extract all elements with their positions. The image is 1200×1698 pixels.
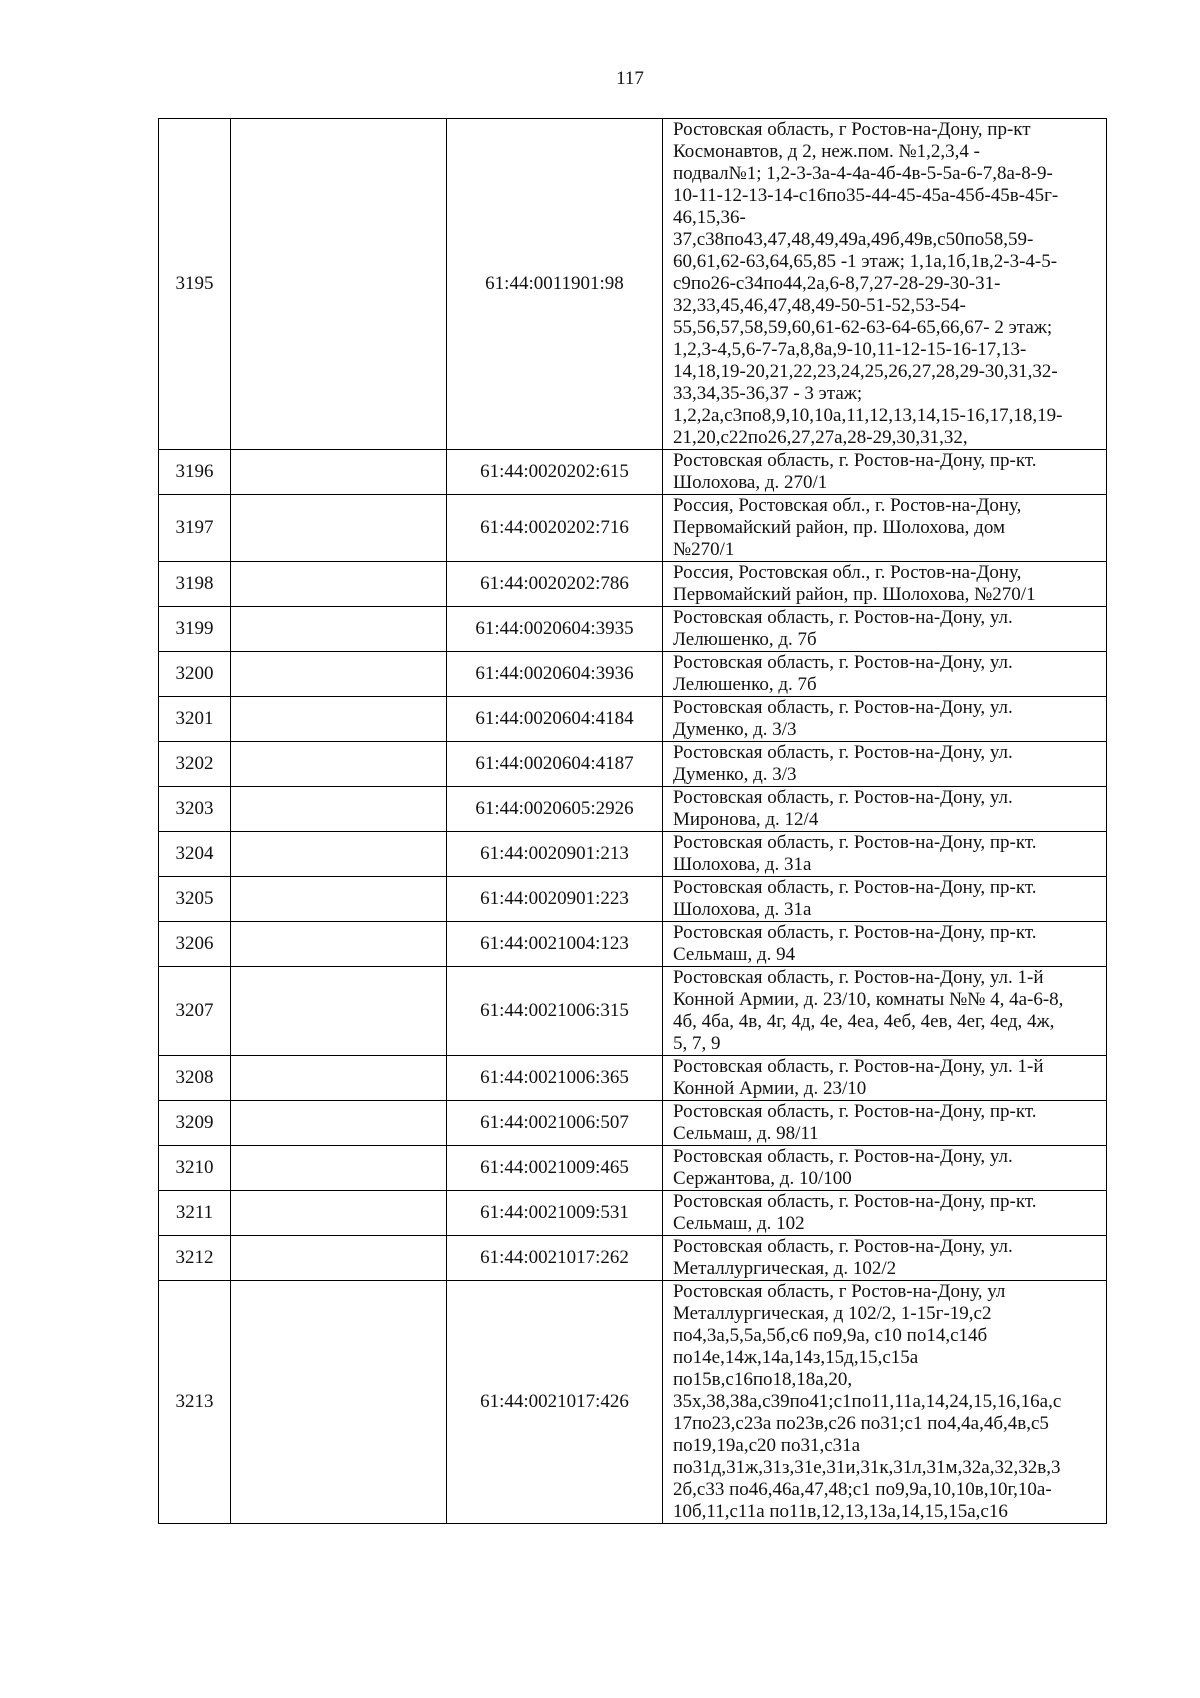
address-cell: Ростовская область, г. Ростов-на-Дону, пр-кт. Шолохова, д. 31а [663, 877, 1107, 922]
table-row [159, 1101, 1107, 1146]
row-number: 3208 [159, 1056, 231, 1101]
row-number: 3204 [159, 832, 231, 877]
empty-cell [231, 562, 447, 607]
empty-cell [231, 1146, 447, 1191]
cadastral-number: 61:44:0021004:123 [447, 922, 663, 967]
empty-cell [231, 119, 447, 450]
table-row [159, 1146, 1107, 1191]
address-cell: Ростовская область, г. Ростов-на-Дону, ул. Думенко, д. 3/3 [663, 697, 1107, 742]
cadastral-number: 61:44:0021017:262 [447, 1236, 663, 1281]
address-cell: Ростовская область, г. Ростов-на-Дону, пр-кт. Сельмаш, д. 94 [663, 922, 1107, 967]
address-cell: Ростовская область, г. Ростов-на-Дону, пр-кт. Шолохова, д. 270/1 [663, 450, 1107, 495]
empty-cell [231, 652, 447, 697]
cadastral-number: 61:44:0021006:315 [447, 967, 663, 1056]
empty-cell [231, 787, 447, 832]
row-number: 3197 [159, 495, 231, 562]
table-row [159, 787, 1107, 832]
row-number: 3203 [159, 787, 231, 832]
table-row [159, 697, 1107, 742]
cadastral-number: 61:44:0021006:507 [447, 1101, 663, 1146]
table-row [159, 495, 1107, 562]
row-number: 3202 [159, 742, 231, 787]
cadastral-number: 61:44:0011901:98 [447, 119, 663, 450]
table-row [159, 1191, 1107, 1236]
row-number: 3212 [159, 1236, 231, 1281]
empty-cell [231, 1281, 447, 1524]
row-number: 3205 [159, 877, 231, 922]
empty-cell [231, 495, 447, 562]
empty-cell [231, 607, 447, 652]
table-row [159, 922, 1107, 967]
table-row [159, 607, 1107, 652]
address-cell: Россия, Ростовская обл., г. Ростов-на-Дону, Первомайский район, пр. Шолохова, №270/1 [663, 562, 1107, 607]
cadastral-number: 61:44:0020604:3935 [447, 607, 663, 652]
row-number: 3198 [159, 562, 231, 607]
page-number: 117 [616, 68, 644, 89]
cadastral-number: 61:44:0021006:365 [447, 1056, 663, 1101]
table-row [159, 119, 1107, 450]
cadastral-number: 61:44:0020202:615 [447, 450, 663, 495]
cadastral-number: 61:44:0020605:2926 [447, 787, 663, 832]
row-number: 3211 [159, 1191, 231, 1236]
row-number: 3200 [159, 652, 231, 697]
cadastral-number: 61:44:0020901:223 [447, 877, 663, 922]
table-row [159, 832, 1107, 877]
row-number: 3206 [159, 922, 231, 967]
row-number: 3201 [159, 697, 231, 742]
cadastral-number: 61:44:0021009:465 [447, 1146, 663, 1191]
address-cell: Ростовская область, г. Ростов-на-Дону, ул. Лелюшенко, д. 7б [663, 652, 1107, 697]
cadastral-table [158, 118, 1107, 1524]
empty-cell [231, 1191, 447, 1236]
row-number: 3199 [159, 607, 231, 652]
cadastral-number: 61:44:0020604:4184 [447, 697, 663, 742]
empty-cell [231, 1236, 447, 1281]
row-number: 3210 [159, 1146, 231, 1191]
row-number: 3195 [159, 119, 231, 450]
address-cell: Ростовская область, г. Ростов-на-Дону, пр-кт. Сельмаш, д. 98/11 [663, 1101, 1107, 1146]
table-row [159, 450, 1107, 495]
empty-cell [231, 450, 447, 495]
empty-cell [231, 1101, 447, 1146]
empty-cell [231, 742, 447, 787]
empty-cell [231, 1056, 447, 1101]
cadastral-number: 61:44:0020604:4187 [447, 742, 663, 787]
cadastral-number: 61:44:0020202:716 [447, 495, 663, 562]
address-cell: Ростовская область, г. Ростов-на-Дону, ул. Лелюшенко, д. 7б [663, 607, 1107, 652]
cadastral-number: 61:44:0021009:531 [447, 1191, 663, 1236]
address-cell: Ростовская область, г. Ростов-на-Дону, ул. Сержантова, д. 10/100 [663, 1146, 1107, 1191]
table-row [159, 877, 1107, 922]
table-row [159, 1281, 1107, 1524]
address-cell: Ростовская область, г. Ростов-на-Дону, ул. Металлургическая, д. 102/2 [663, 1236, 1107, 1281]
empty-cell [231, 967, 447, 1056]
empty-cell [231, 922, 447, 967]
table-row [159, 1236, 1107, 1281]
address-cell: Ростовская область, г. Ростов-на-Дону, пр-кт. Сельмаш, д. 102 [663, 1191, 1107, 1236]
cadastral-number: 61:44:0020202:786 [447, 562, 663, 607]
table-row [159, 1056, 1107, 1101]
cadastral-number: 61:44:0020901:213 [447, 832, 663, 877]
address-cell: Ростовская область, г. Ростов-на-Дону, ул. Думенко, д. 3/3 [663, 742, 1107, 787]
cadastral-number: 61:44:0020604:3936 [447, 652, 663, 697]
address-cell: Ростовская область, г Ростов-на-Дону, ул Металлургическая, д 102/2, 1-15г-19,с2 по4,3а,5,5а,5б,с6 по9,9а, с10 по14,с14б по14е,14ж,14а,14з,15д,15,с15а по15в,с16по18,18а,20, 35х,38,38а,с39по41;с1по11,11а,14,24,15,16,16а,с 17по23,с23а по23в,с26 по31;с1 по4,4а,4б,4в,с5 по19,19а,с20 по31,с31а по31д,31ж,31з,31е,31и,31к,31л,31м,32а,32,32в,3 2б,с33 по46,46а,47,48;с1 по9,9а,10,10в,10г,10а- 10б,11,с11а по11в,12,13,13а,14,15,15а,с16 [663, 1281, 1107, 1524]
table-row [159, 652, 1107, 697]
empty-cell [231, 697, 447, 742]
table-row [159, 742, 1107, 787]
row-number: 3213 [159, 1281, 231, 1524]
table-row [159, 562, 1107, 607]
table-row [159, 967, 1107, 1056]
address-cell: Россия, Ростовская обл., г. Ростов-на-Дону, Первомайский район, пр. Шолохова, дом №270/1 [663, 495, 1107, 562]
cadastral-number: 61:44:0021017:426 [447, 1281, 663, 1524]
address-cell: Ростовская область, г. Ростов-на-Дону, пр-кт. Шолохова, д. 31а [663, 832, 1107, 877]
row-number: 3196 [159, 450, 231, 495]
address-cell: Ростовская область, г. Ростов-на-Дону, ул. Миронова, д. 12/4 [663, 787, 1107, 832]
address-cell: Ростовская область, г. Ростов-на-Дону, ул. 1-й Конной Армии, д. 23/10 [663, 1056, 1107, 1101]
address-cell: Ростовская область, г Ростов-на-Дону, пр-кт Космонавтов, д 2, неж.пом. №1,2,3,4 - подвал№1; 1,2-3-3а-4-4а-4б-4в-5-5а-6-7,8а-8-9- 10-11-12-13-14-с16по35-44-45-45а-45б-45в-45г- 46,15,36- 37,с38по43,47,48,49,49а,49б,49в,с50по58,59- 60,61,62-63,64,65,85 -1 этаж; 1,1а,1б,1в,2-3-4-5- с9по26-с34по44,2а,6-8,7,27-28-29-30-31- 32,33,45,46,47,48,49-50-51-52,53-54- 55,56,57,58,59,60,61-62-63-64-65,66,67- 2 этаж; 1,2,3-4,5,6-7-7а,8,8а,9-10,11-12-15-16-17,13- 14,18,19-20,21,22,23,24,25,26,27,28,29-30,31,32- 33,34,35-36,37 - 3 этаж; 1,2,2а,с3по8,9,10,10а,11,12,13,14,15-16,17,18,19- 21,20,с22по26,27,27а,28-29,30,31,32, [663, 119, 1107, 450]
address-cell: Ростовская область, г. Ростов-на-Дону, ул. 1-й Конной Армии, д. 23/10, комнаты №№ 4, 4а-6-8, 4б, 4ба, 4в, 4г, 4д, 4е, 4еа, 4еб, 4ев, 4ег, 4ед, 4ж, 5, 7, 9 [663, 967, 1107, 1056]
row-number: 3207 [159, 967, 231, 1056]
empty-cell [231, 832, 447, 877]
empty-cell [231, 877, 447, 922]
row-number: 3209 [159, 1101, 231, 1146]
